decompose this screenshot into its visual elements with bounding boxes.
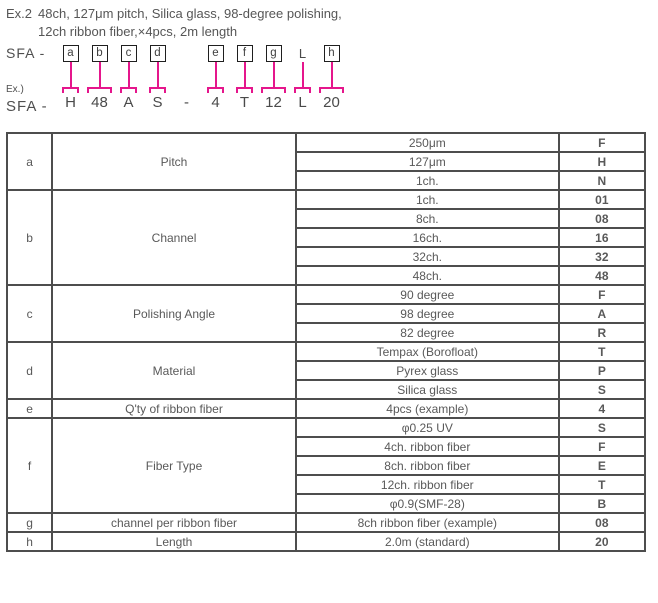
option-code: 16 bbox=[559, 228, 645, 247]
option-label: 2.0m (standard) bbox=[296, 532, 559, 551]
connector-bracket bbox=[178, 87, 195, 93]
code-value: L bbox=[298, 94, 307, 111]
section-letter: e bbox=[7, 399, 52, 418]
option-code: S bbox=[559, 380, 645, 399]
section-title: channel per ribbon fiber bbox=[52, 513, 296, 532]
section-letter: b bbox=[7, 190, 52, 285]
connector-bracket bbox=[120, 87, 137, 93]
option-label: 98 degree bbox=[296, 304, 559, 323]
code-position-d bbox=[143, 45, 172, 111]
option-label: 4pcs (example) bbox=[296, 399, 559, 418]
code-letter-box: e bbox=[208, 45, 224, 62]
option-label: 8ch ribbon fiber (example) bbox=[296, 513, 559, 532]
option-label: 127μm bbox=[296, 152, 559, 171]
code-position-g bbox=[259, 45, 288, 111]
connector-bracket bbox=[261, 87, 286, 93]
table-row bbox=[7, 513, 645, 532]
code-letter-plain: L bbox=[298, 46, 307, 61]
section-letter: f bbox=[7, 418, 52, 513]
option-code: 08 bbox=[559, 209, 645, 228]
option-code: F bbox=[559, 285, 645, 304]
option-code: T bbox=[559, 475, 645, 494]
code-letter-box bbox=[179, 45, 195, 62]
code-position-L bbox=[288, 45, 317, 111]
option-code: P bbox=[559, 361, 645, 380]
section-letter: d bbox=[7, 342, 52, 399]
option-label: 8ch. ribbon fiber bbox=[296, 456, 559, 475]
table-row bbox=[7, 133, 645, 152]
code-value: 12 bbox=[265, 94, 282, 111]
code-value: S bbox=[152, 94, 163, 111]
connector-line bbox=[215, 62, 217, 87]
option-code: N bbox=[559, 171, 645, 190]
connector-line bbox=[273, 62, 275, 87]
option-code: R bbox=[559, 323, 645, 342]
option-label: 82 degree bbox=[296, 323, 559, 342]
example-header bbox=[6, 6, 658, 22]
code-position-a bbox=[56, 45, 85, 111]
connector-bracket bbox=[294, 87, 311, 93]
connector-line bbox=[157, 62, 159, 87]
code-position-f bbox=[230, 45, 259, 111]
section-title: Length bbox=[52, 532, 296, 551]
code-value: H bbox=[65, 94, 76, 111]
option-code: 4 bbox=[559, 399, 645, 418]
connector-line bbox=[331, 62, 333, 87]
option-code: 20 bbox=[559, 532, 645, 551]
code-letter-box: f bbox=[237, 45, 253, 62]
table-row bbox=[7, 342, 645, 361]
section-title: Pitch bbox=[52, 133, 296, 190]
option-label: Tempax (Borofloat) bbox=[296, 342, 559, 361]
code-position-separator bbox=[172, 45, 201, 111]
option-label: Pyrex glass bbox=[296, 361, 559, 380]
option-label: 1ch. bbox=[296, 190, 559, 209]
connector-line bbox=[70, 62, 72, 87]
option-label: 48ch. bbox=[296, 266, 559, 285]
option-code: A bbox=[559, 304, 645, 323]
option-label: 90 degree bbox=[296, 285, 559, 304]
example-spec-line1: 48ch, 127μm pitch, Silica glass, 98-degree polishing, bbox=[38, 6, 342, 21]
option-label: 32ch. bbox=[296, 247, 559, 266]
code-value: 4 bbox=[211, 94, 220, 111]
option-label: 12ch. ribbon fiber bbox=[296, 475, 559, 494]
option-code: S bbox=[559, 418, 645, 437]
table-row bbox=[7, 285, 645, 304]
table-row bbox=[7, 399, 645, 418]
connector-line bbox=[128, 62, 130, 87]
code-letter-box: b bbox=[92, 45, 108, 62]
sfa-prefix-top: SFA - bbox=[6, 45, 46, 61]
code-letter-box: g bbox=[266, 45, 282, 62]
connector-line bbox=[244, 62, 246, 87]
connector-bracket bbox=[87, 87, 112, 93]
ordering-code-diagram bbox=[6, 45, 658, 115]
connector-line bbox=[99, 62, 101, 87]
code-letter-box: d bbox=[150, 45, 166, 62]
option-label: φ0.9(SMF-28) bbox=[296, 494, 559, 513]
section-letter: h bbox=[7, 532, 52, 551]
connector-bracket bbox=[236, 87, 253, 93]
code-value: 20 bbox=[323, 94, 340, 111]
code-columns bbox=[56, 45, 658, 111]
option-code: T bbox=[559, 342, 645, 361]
example-label: Ex.2 bbox=[6, 6, 33, 21]
code-position-h bbox=[317, 45, 346, 111]
code-letter-box: h bbox=[324, 45, 340, 62]
connector-line bbox=[186, 62, 188, 87]
option-label: 1ch. bbox=[296, 171, 559, 190]
section-letter: g bbox=[7, 513, 52, 532]
code-letter-box: c bbox=[121, 45, 137, 62]
connector-bracket bbox=[319, 87, 344, 93]
code-letter-box: a bbox=[63, 45, 79, 62]
sfa-prefix-bottom: SFA - bbox=[6, 98, 48, 115]
option-code: F bbox=[559, 133, 645, 152]
code-value: - bbox=[184, 94, 189, 111]
table-row bbox=[7, 418, 645, 437]
code-position-b bbox=[85, 45, 114, 111]
section-title: Fiber Type bbox=[52, 418, 296, 513]
section-letter: c bbox=[7, 285, 52, 342]
code-position-c bbox=[114, 45, 143, 111]
option-code: 32 bbox=[559, 247, 645, 266]
connector-bracket bbox=[207, 87, 224, 93]
option-label: Silica glass bbox=[296, 380, 559, 399]
code-value: T bbox=[239, 94, 250, 111]
code-value: 48 bbox=[91, 94, 108, 111]
code-value: A bbox=[123, 94, 134, 111]
option-label: φ0.25 UV bbox=[296, 418, 559, 437]
section-title: Polishing Angle bbox=[52, 285, 296, 342]
option-code: E bbox=[559, 456, 645, 475]
section-title: Q'ty of ribbon fiber bbox=[52, 399, 296, 418]
section-title: Material bbox=[52, 342, 296, 399]
option-label: 4ch. ribbon fiber bbox=[296, 437, 559, 456]
option-code: F bbox=[559, 437, 645, 456]
option-code: 48 bbox=[559, 266, 645, 285]
example-spec-line2: 12ch ribbon fiber,×4pcs, 2m length bbox=[38, 24, 238, 39]
option-label: 8ch. bbox=[296, 209, 559, 228]
option-label: 16ch. bbox=[296, 228, 559, 247]
connector-bracket bbox=[149, 87, 166, 93]
table-row bbox=[7, 190, 645, 209]
option-label: 250μm bbox=[296, 133, 559, 152]
option-code: H bbox=[559, 152, 645, 171]
option-code: 01 bbox=[559, 190, 645, 209]
option-code: B bbox=[559, 494, 645, 513]
connector-bracket bbox=[62, 87, 79, 93]
code-position-e bbox=[201, 45, 230, 111]
ordering-code-table bbox=[6, 132, 646, 552]
option-code: 08 bbox=[559, 513, 645, 532]
example-note: Ex.) bbox=[6, 84, 24, 95]
table-row bbox=[7, 532, 645, 551]
section-title: Channel bbox=[52, 190, 296, 285]
section-letter: a bbox=[7, 133, 52, 190]
connector-line bbox=[302, 62, 304, 87]
